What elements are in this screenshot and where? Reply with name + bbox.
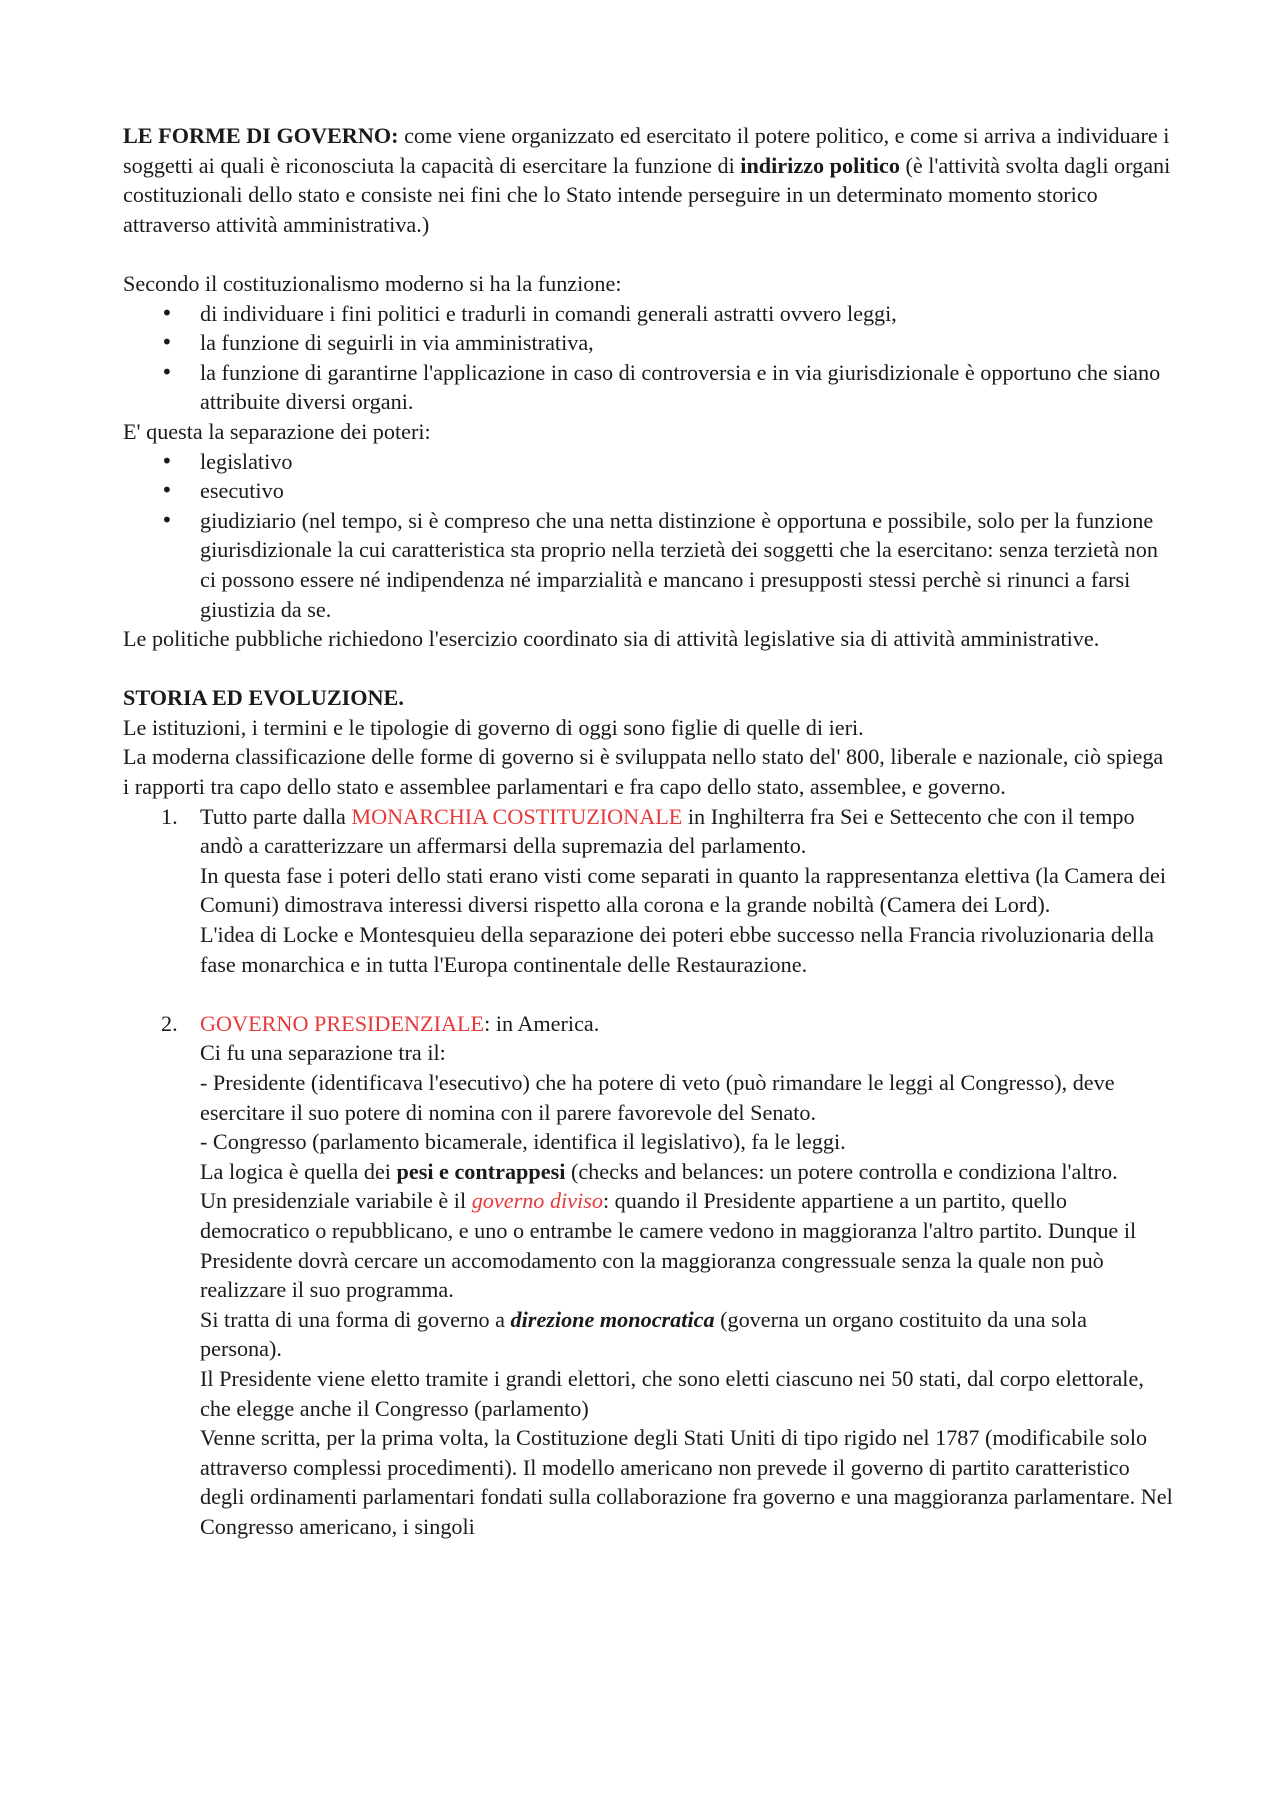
bold-term: indirizzo politico: [740, 152, 900, 178]
history-paragraph: La moderna classificazione delle forme di governo si è sviluppata nello stato del' 800, liberale e nazionale, ciò spiega i rapporti tra capo dello stato e assemblee parlamentari e fra capo dello stato, assemblee, e governo.: [123, 744, 1164, 800]
item-paragraph: Si tratta di una forma di governo a direzione monocratica (governa un organo costituito da una sola persona).: [200, 1306, 1087, 1362]
list-item: • esecutivo: [123, 476, 1173, 506]
item-paragraph: Un presidenziale variabile è il governo diviso: quando il Presidente appartiene a un partito, quello democratico o repubblicano, e uno o entrambe le camere vedono in maggioranza l'altro partito. Dunque il Presidente dovrà cercare un accomodamento con la maggioranza congressuale senza la quale non può realizzare il suo programma.: [200, 1188, 1137, 1303]
item-paragraph: Ci fu una separazione tra il:: [200, 1040, 446, 1066]
highlight-term: GOVERNO PRESIDENZIALE: [200, 1010, 485, 1036]
separation-closing: Le politiche pubbliche richiedono l'esercizio coordinato sia di attività legislative sia di attività amministrative.: [123, 626, 1100, 652]
separation-lead: E' questa la separazione dei poteri:: [123, 418, 431, 444]
item-paragraph: - Congresso (parlamento bicamerale, identifica il legislativo), fa le leggi.: [200, 1129, 846, 1155]
list-item: • giudiziario (nel tempo, si è compreso che una netta distinzione è opportuna e possibile, solo per la funzione giurisdizionale la cui caratteristica sta proprio nella terzietà dei soggetti che la esercitano: senza terzietà non ci possono essere né indipendenza né imparzialità e mancano i presupposti stessi perchè si rinunci a farsi giustizia da se.: [123, 506, 1173, 624]
history-paragraph: Le istituzioni, i termini e le tipologie di governo di oggi sono figlie di quelle di ieri.: [123, 714, 864, 740]
item-paragraph: Il Presidente viene eletto tramite i grandi elettori, che sono eletti ciascuno nei 50 stati, dal corpo elettorale, che elegge anche il Congresso (parlamento): [200, 1365, 1144, 1421]
list-item: • legislativo: [123, 447, 1173, 477]
highlight-term: MONARCHIA COSTITUZIONALE: [351, 803, 683, 829]
section-heading: STORIA ED EVOLUZIONE.: [123, 685, 404, 711]
spacer: [123, 979, 1173, 1009]
bold-italic-term: direzione monocratica: [510, 1306, 715, 1332]
intro-paragraph: [123, 121, 1173, 239]
item-paragraph: - Presidente (identificava l'esecutivo) che ha potere di veto (può rimandare le leggi al Congresso), deve esercitare il suo potere di nomina con il parere favorevole del Senato.: [200, 1070, 1115, 1125]
intro-text-continued: (è l'attività svolta dagli organi costituzionali dello stato e consiste nei fini che lo Stato intende perseguire in un determinato momento storico attraverso attività amministrativa.): [123, 152, 1171, 237]
item-paragraph: Tutto parte dalla MONARCHIA COSTITUZIONALE in Inghilterra fra Sei e Settecento che con il tempo andò a caratterizzare un affermarsi della supremazia del parlamento.: [200, 803, 1135, 859]
list-item: • la funzione di seguirli in via amministrativa,: [123, 328, 1173, 358]
section-heading: LE FORME DI GOVERNO:: [123, 123, 399, 148]
item-number: 1.: [161, 803, 178, 829]
item-paragraph: GOVERNO PRESIDENZIALE: in America.: [200, 1010, 600, 1036]
numbered-item-1: [123, 802, 1173, 980]
numbered-item-2: [123, 1009, 1173, 1542]
history-numbered-list: [123, 802, 1173, 1542]
intro-text: come viene organizzato ed esercitato il potere politico, e come si arriva a individuare i soggetti ai quali è riconosciuta la capacità di esercitare la funzione di: [123, 123, 1170, 178]
document-page: [123, 121, 1173, 1542]
functions-lead: Secondo il costituzionalismo moderno si ha la funzione:: [123, 270, 622, 296]
list-item: • di individuare i fini politici e tradurli in comandi generali astratti ovvero leggi,: [123, 299, 1173, 329]
bold-term: pesi e contrappesi: [396, 1158, 566, 1184]
italic-highlight-term: governo diviso: [471, 1188, 603, 1214]
item-paragraph: Venne scritta, per la prima volta, la Costituzione degli Stati Uniti di tipo rigido nel 1787 (modificabile solo attraverso complessi procedimenti). Il modello americano non prevede il governo di partito caratteristico degli ordinamenti parlamentari fondati sulla collaborazione fra governo e una maggioranza parlamentare. Nel Congresso americano, i singoli: [200, 1425, 1173, 1539]
history-heading: [123, 683, 1173, 713]
item-paragraph: La logica è quella dei pesi e contrappesi (checks and belances: un potere controlla e condiziona l'altro.: [200, 1158, 1118, 1184]
item-paragraph: In questa fase i poteri dello stati erano visti come separati in quanto la rappresentanza elettiva (la Camera dei Comuni) dimostrava interessi diversi rispetto alla corona e la grande nobiltà (Camera dei Lord).: [200, 862, 1167, 918]
spacer: [123, 654, 1173, 684]
spacer: [123, 239, 1173, 269]
list-item: • la funzione di garantirne l'applicazione in caso di controversia e in via giurisdizionale è opportuno che siano attribuite diversi organi.: [123, 358, 1173, 417]
separation-list: [123, 447, 1173, 625]
item-paragraph: L'idea di Locke e Montesquieu della separazione dei poteri ebbe successo nella Francia rivoluzionaria della fase monarchica e in tutta l'Europa continentale delle Restaurazione.: [200, 922, 1154, 977]
item-number: 2.: [161, 1010, 178, 1036]
functions-list: [123, 299, 1173, 417]
